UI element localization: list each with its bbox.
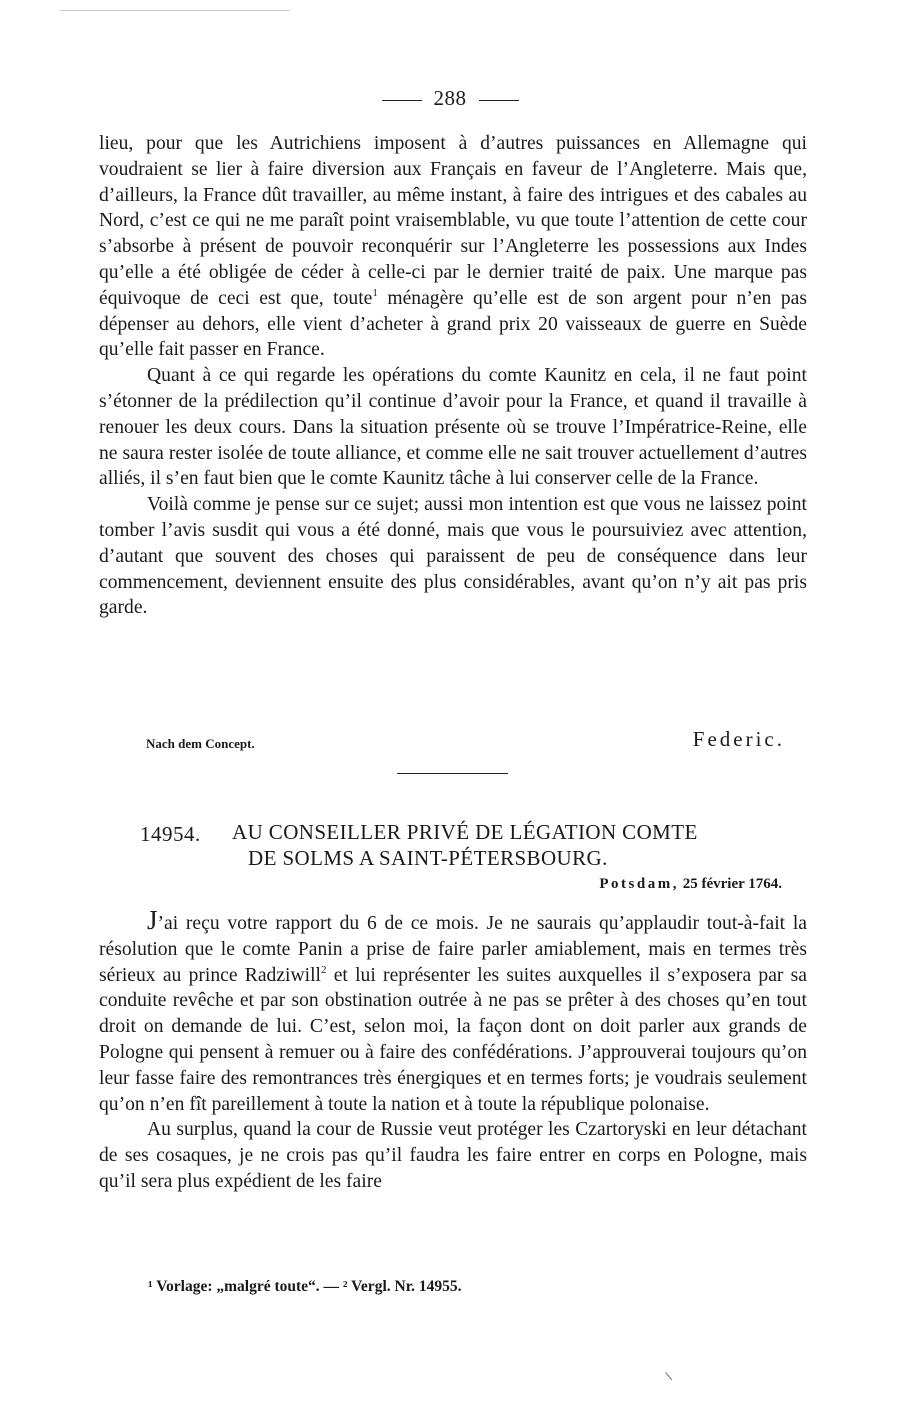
- scan-edge-line: [60, 10, 290, 11]
- stray-mark: [665, 1366, 680, 1381]
- letter-body: [99, 905, 807, 1195]
- date: 25 février 1764.: [682, 876, 782, 892]
- footnote-ref: 1: [372, 286, 378, 299]
- page-number-dash-right: [479, 100, 519, 101]
- signature-line: [99, 727, 785, 757]
- date-place: Potsdam,: [599, 876, 679, 892]
- initial-letter: J: [147, 905, 158, 935]
- heading-line-2: DE SOLMS A SAINT-PÉTERSBOURG.: [248, 846, 608, 870]
- page-number-dash-left: [382, 100, 422, 101]
- paragraph: Voilà comme je pense sur ce sujet; aussi mon intention est que vous ne laissez point tomber l’avis susdit qui vous a été donné, mais que vous le poursuiviez avec attention, d’autant que souvent des choses qui paraissent de peu de conséquence dans leur commencement, deviennent ensuite des plus considérables, avant qu’on n’y ait pas pris garde.: [99, 494, 807, 619]
- paragraph: J’ai reçu votre rapport du 6 de ce mois. Je ne saurais qu’applaudir tout-à-fait la résolution que le comte Panin a prise de faire parler amiablement, mais en termes très sérieux au prince Radziwill$^2$ et lui représenter les suites auxquelles il s’exposera par sa conduite revêche et par son obstination outrée à ne pas se prêter à des choses qu’en tout droit on demande de lui. C’est, selon moi, la façon dont on doit parler aux grands de Pologne qui pensent à remuer ou à faire des confédérations. J’approuverai toujours qu’on leur fasse faire des remontrances très énergiques et en termes forts; je voudrais seulement qu’on n’en fît pareillement à toute la nation et à toute la république polonaise.: [99, 905, 807, 1115]
- footnotes: ¹ Vorlage: „malgré toute“. — ² Vergl. Nr. 14955.: [148, 1278, 462, 1295]
- paragraph: Au surplus, quand la cour de Russie veut protéger les Czartoryski en leur détachant de ses cosaques, je ne crois pas qu’il faudra les faire entrer en corps en Pologne, mais qu’il sera plus expédient de les faire: [99, 1119, 807, 1192]
- letter-continuation: [99, 131, 807, 621]
- letter-number: 14954.: [140, 822, 201, 846]
- footnote-ref: 2: [320, 963, 327, 976]
- paragraph: lieu, pour que les Autrichiens imposent à d’autres puissances en Allemagne qui voudraient se lier à faire diversion aux Français en faveur de l’Angleterre. Mais que, d’ailleurs, la France dût travailler, au même instant, à faire des intrigues et des cabales au Nord, c’est ce qui ne me paraît point vraisemblable, vu que toute l’attention de cette cour s’absorbe à présent de pouvoir reconquérir sur l’Angleterre les possessions aux Indes qu’elle a été obligée de céder à celle-ci par le dernier traité de paix. Une marque pas équivoque de ceci est que, toute$^1$ ménagère qu’elle est de son argent pour n’en pas dépenser au dehors, elle vient d’acheter à grand prix 20 vaisseaux de guerre en Suède qu’elle fait passer en France.: [99, 133, 807, 361]
- paragraph: Quant à ce qui regarde les opérations du comte Kaunitz en cela, il ne faut point s’étonner de la prédilection qu’il continue d’avoir pour la France, et quand il travaille à renouer les deux cours. Dans la situation présente où se trouve l’Impératrice-Reine, elle ne saura rester isolée de toute alliance, et comme elle ne sait trouver actuellement d’autres alliés, il s’en faut bien que le comte Kaunitz tâche à lui conserver celle de la France.: [99, 365, 807, 490]
- page-number: 288: [0, 86, 900, 111]
- source-note: Nach dem Concept.: [146, 736, 255, 751]
- section-divider: [397, 773, 508, 774]
- dateline: [599, 876, 782, 893]
- signature: Federic.: [692, 727, 785, 751]
- heading-line-1: AU CONSEILLER PRIVÉ DE LÉGATION COMTE: [232, 820, 698, 844]
